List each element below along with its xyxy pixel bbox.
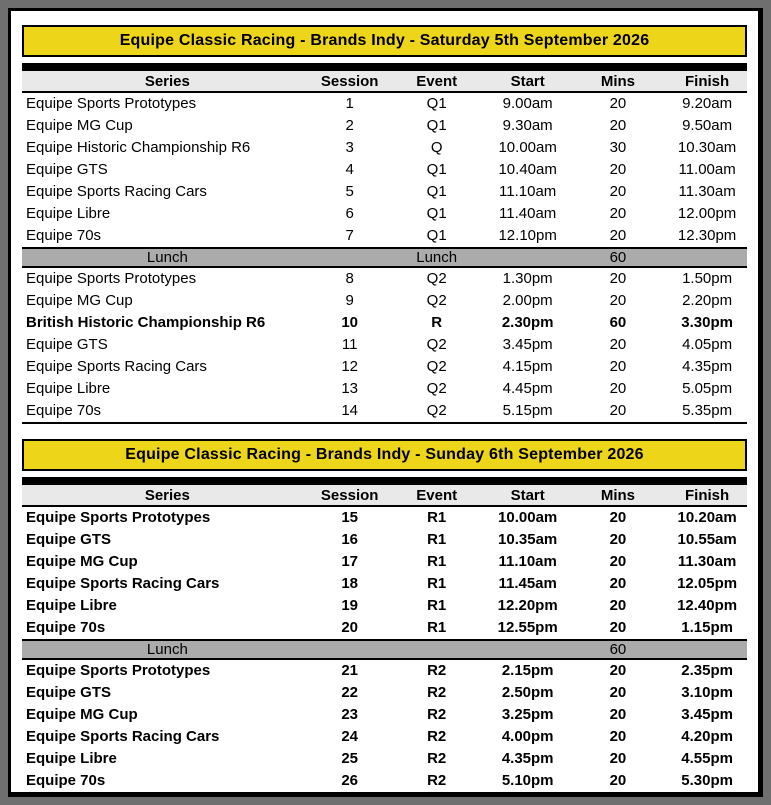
cell-finish: 10.55am [677, 531, 737, 548]
cell-start: 12.55pm [497, 619, 558, 636]
cell-event: R [431, 314, 443, 331]
cell-finish: 4.05pm [682, 336, 733, 353]
cell-finish: 12.30pm [677, 227, 737, 244]
session-row [22, 595, 747, 617]
cell-session: 12 [341, 358, 359, 375]
cell-event: R1 [427, 619, 447, 636]
cell-session: 14 [313, 400, 387, 423]
cell-session: 6 [345, 205, 354, 222]
session-row [22, 92, 747, 115]
cell-series: Equipe MG Cup [26, 706, 138, 723]
session-row [22, 400, 747, 423]
session-row [22, 225, 747, 248]
cell-series: Equipe GTS [26, 161, 108, 178]
cell-start: 3.25pm [501, 706, 554, 723]
session-row [22, 203, 747, 225]
cell-series: Equipe Sports Prototypes [26, 95, 197, 112]
cell-event: R2 [427, 706, 447, 723]
cell-session: 7 [345, 227, 354, 244]
cell-mins: 20 [609, 183, 627, 200]
cell-series: Equipe MG Cup [26, 292, 133, 309]
cell-finish: 1.50pm [682, 270, 733, 287]
cell-event: Q2 [426, 270, 447, 287]
cell-session: 20 [341, 619, 359, 636]
cell-session: 11 [341, 336, 358, 353]
cell-finish: 4.20pm [681, 728, 733, 745]
separator-bar [22, 477, 747, 485]
cell-mins: 20 [609, 117, 627, 134]
cell-start: 10.00am [498, 509, 558, 526]
cell-mins: 60 [569, 248, 668, 267]
cell-start: 4.00pm [501, 728, 554, 745]
cell-start: 5.15pm [487, 400, 569, 423]
session-row [22, 312, 747, 334]
cell-event: Q1 [426, 205, 447, 222]
cell-series: Equipe GTS [26, 531, 112, 548]
cell-finish: 10.20am [677, 509, 737, 526]
cell-start: 12.10pm [498, 227, 557, 244]
cell-event: Q [430, 139, 443, 156]
cell-start: 11.10am [498, 553, 557, 570]
cell-series: Equipe 70s [22, 770, 313, 793]
cell-start: 10.00am [498, 139, 557, 156]
session-row [22, 617, 747, 640]
cell-mins: 20 [609, 662, 627, 679]
cell-mins: 20 [609, 161, 627, 178]
cell-mins: 20 [609, 706, 627, 723]
cell-finish: 5.35pm [667, 400, 747, 423]
session-row [22, 267, 747, 290]
cell-session [313, 640, 387, 659]
cell-finish: 3.30pm [681, 314, 733, 331]
cell-event: R2 [387, 770, 487, 793]
cell-event: R1 [427, 509, 447, 526]
schedule-document [8, 8, 763, 797]
cell-event: Q1 [426, 161, 447, 178]
cell-session: 25 [341, 750, 359, 767]
cell-series: Equipe Sports Racing Cars [26, 183, 207, 200]
cell-start [487, 640, 569, 659]
cell-finish [667, 640, 747, 659]
column-header-finish: Finish [667, 485, 747, 506]
cell-series: Equipe Libre [26, 750, 117, 767]
cell-event: Lunch [387, 248, 487, 267]
cell-finish: 1.15pm [681, 619, 733, 636]
cell-event: R1 [427, 553, 447, 570]
cell-series: Equipe Sports Racing Cars [26, 358, 207, 375]
cell-event [387, 640, 487, 659]
cell-series: Equipe GTS [26, 684, 112, 701]
cell-session: 1 [345, 95, 354, 112]
cell-session: 22 [341, 684, 359, 701]
cell-start: 4.45pm [502, 380, 553, 397]
cell-series: Equipe GTS [26, 336, 108, 353]
cell-mins: 20 [609, 575, 627, 592]
cell-start: 1.30pm [502, 270, 553, 287]
cell-mins: 20 [609, 95, 627, 112]
cell-start: 11.45am [498, 575, 557, 592]
cell-series: Equipe Sports Prototypes [26, 662, 211, 679]
column-header-start: Start [487, 71, 569, 92]
cell-finish: 2.35pm [681, 662, 733, 679]
column-header-mins: Mins [569, 485, 668, 506]
cell-series: Equipe 70s [26, 619, 106, 636]
cell-session: 2 [345, 117, 354, 134]
cell-mins: 20 [609, 553, 627, 570]
session-row [22, 159, 747, 181]
cell-event: Q2 [426, 292, 447, 309]
cell-event: Q1 [426, 183, 447, 200]
cell-finish: 5.30pm [667, 770, 747, 793]
cell-mins: 20 [609, 684, 627, 701]
cell-mins: 20 [609, 205, 627, 222]
column-header-series: Series [22, 71, 313, 92]
cell-mins: 20 [609, 619, 627, 636]
cell-finish: 11.30am [677, 553, 737, 570]
cell-series: Equipe Historic Championship R6 [26, 139, 251, 156]
cell-event: R2 [427, 750, 447, 767]
cell-start: 2.15pm [501, 662, 554, 679]
session-row [22, 181, 747, 203]
cell-start: 9.30am [502, 117, 553, 134]
session-row [22, 704, 747, 726]
cell-series: Equipe Sports Racing Cars [26, 575, 220, 592]
cell-finish: 12.00pm [677, 205, 737, 222]
cell-start: 9.00am [502, 95, 553, 112]
column-header-row [22, 71, 747, 92]
column-header-series: Series [22, 485, 313, 506]
cell-series: Equipe Libre [26, 597, 117, 614]
cell-mins: 20 [609, 358, 627, 375]
cell-series: Equipe 70s [26, 227, 102, 244]
session-row [22, 115, 747, 137]
column-header-start: Start [487, 485, 569, 506]
schedule-sunday [22, 439, 747, 794]
cell-event: Q1 [426, 95, 447, 112]
cell-mins: 20 [609, 750, 627, 767]
column-header-finish: Finish [667, 71, 747, 92]
cell-mins: 20 [609, 531, 627, 548]
cell-mins: 20 [609, 728, 627, 745]
schedule-table-saturday [22, 71, 747, 424]
cell-session: 17 [341, 553, 359, 570]
cell-event: R1 [427, 597, 447, 614]
cell-event: Q2 [426, 380, 447, 397]
session-row [22, 551, 747, 573]
cell-start: 3.45pm [502, 336, 553, 353]
session-row [22, 529, 747, 551]
cell-session: 26 [313, 770, 387, 793]
cell-series: Equipe Sports Prototypes [26, 509, 211, 526]
cell-series: Equipe MG Cup [26, 553, 138, 570]
cell-start: 4.15pm [502, 358, 553, 375]
cell-session: 4 [345, 161, 354, 178]
session-row [22, 726, 747, 748]
lunch-row [22, 640, 747, 659]
cell-finish: 11.30am [678, 183, 736, 200]
schedule-saturday [22, 25, 747, 424]
cell-event: R1 [427, 531, 447, 548]
cell-mins: 20 [569, 400, 668, 423]
cell-mins: 60 [609, 314, 627, 331]
cell-session: 16 [341, 531, 359, 548]
column-header-row [22, 485, 747, 506]
session-row [22, 137, 747, 159]
cell-mins: 20 [609, 509, 627, 526]
cell-series: Lunch [22, 248, 313, 267]
session-row [22, 659, 747, 682]
cell-start: 11.40am [499, 205, 557, 222]
cell-series: British Historic Championship R6 [26, 314, 266, 331]
cell-mins: 20 [569, 770, 668, 793]
cell-start: 5.10pm [487, 770, 569, 793]
cell-series: Lunch [22, 640, 313, 659]
cell-session: 10 [341, 314, 359, 331]
cell-series: Equipe MG Cup [26, 117, 133, 134]
cell-start: 12.20pm [497, 597, 558, 614]
cell-mins: 20 [609, 227, 627, 244]
cell-finish: 4.35pm [682, 358, 733, 375]
session-row [22, 334, 747, 356]
cell-session: 15 [341, 509, 359, 526]
cell-series: Equipe Libre [26, 380, 111, 397]
cell-series: Equipe Sports Racing Cars [26, 728, 220, 745]
cell-finish: 9.50am [682, 117, 733, 134]
schedule-table-sunday [22, 485, 747, 794]
cell-session: 13 [341, 380, 359, 397]
cell-series: Equipe Libre [26, 205, 111, 222]
cell-start: 10.40am [498, 161, 557, 178]
cell-finish: 9.20am [682, 95, 733, 112]
cell-finish: 3.10pm [681, 684, 733, 701]
cell-mins: 20 [609, 336, 627, 353]
cell-event: R2 [427, 684, 447, 701]
cell-event: R2 [427, 728, 447, 745]
column-header-session: Session [313, 485, 387, 506]
separator-bar [22, 63, 747, 71]
session-row [22, 573, 747, 595]
session-row [22, 290, 747, 312]
cell-finish: 2.20pm [682, 292, 733, 309]
cell-finish: 10.30am [677, 139, 737, 156]
cell-finish: 5.05pm [682, 380, 733, 397]
cell-session: 18 [341, 575, 359, 592]
cell-session [313, 248, 387, 267]
session-row [22, 506, 747, 529]
cell-finish: 4.55pm [681, 750, 733, 767]
cell-start: 2.00pm [502, 292, 553, 309]
cell-event: Q1 [426, 117, 447, 134]
cell-finish: 12.40pm [677, 597, 738, 614]
session-row [22, 682, 747, 704]
session-row [22, 356, 747, 378]
cell-session: 8 [345, 270, 354, 287]
cell-session: 9 [345, 292, 354, 309]
cell-finish: 3.45pm [681, 706, 733, 723]
cell-start [487, 248, 569, 267]
cell-event: Q2 [387, 400, 487, 423]
session-row [22, 770, 747, 793]
cell-event: Q1 [426, 227, 447, 244]
schedule-title-saturday: Equipe Classic Racing - Brands Indy - Saturday 5th September 2026 [22, 25, 747, 57]
column-header-event: Event [387, 485, 487, 506]
cell-start: 4.35pm [501, 750, 554, 767]
cell-finish [667, 248, 747, 267]
session-row [22, 378, 747, 400]
cell-series: Equipe 70s [22, 400, 313, 423]
cell-start: 10.35am [498, 531, 558, 548]
cell-mins: 20 [609, 270, 627, 287]
cell-finish: 11.00am [678, 161, 736, 178]
session-row [22, 748, 747, 770]
cell-event: Q2 [426, 336, 447, 353]
cell-finish: 12.05pm [677, 575, 738, 592]
cell-session: 3 [345, 139, 354, 156]
cell-event: Q2 [426, 358, 447, 375]
cell-session: 19 [341, 597, 359, 614]
schedule-title-sunday: Equipe Classic Racing - Brands Indy - Sunday 6th September 2026 [22, 439, 747, 471]
column-header-event: Event [387, 71, 487, 92]
cell-mins: 20 [609, 597, 627, 614]
cell-mins: 60 [569, 640, 668, 659]
cell-event: R1 [427, 575, 447, 592]
cell-mins: 20 [609, 380, 627, 397]
cell-mins: 30 [609, 139, 627, 156]
cell-series: Equipe Sports Prototypes [26, 270, 197, 287]
cell-start: 2.50pm [501, 684, 554, 701]
cell-event: R2 [427, 662, 447, 679]
cell-start: 2.30pm [501, 314, 554, 331]
cell-session: 24 [341, 728, 359, 745]
cell-start: 11.10am [499, 183, 557, 200]
cell-session: 21 [341, 662, 359, 679]
column-header-mins: Mins [569, 71, 668, 92]
cell-session: 23 [341, 706, 359, 723]
column-header-session: Session [313, 71, 387, 92]
cell-mins: 20 [609, 292, 627, 309]
lunch-row [22, 248, 747, 267]
cell-session: 5 [345, 183, 354, 200]
